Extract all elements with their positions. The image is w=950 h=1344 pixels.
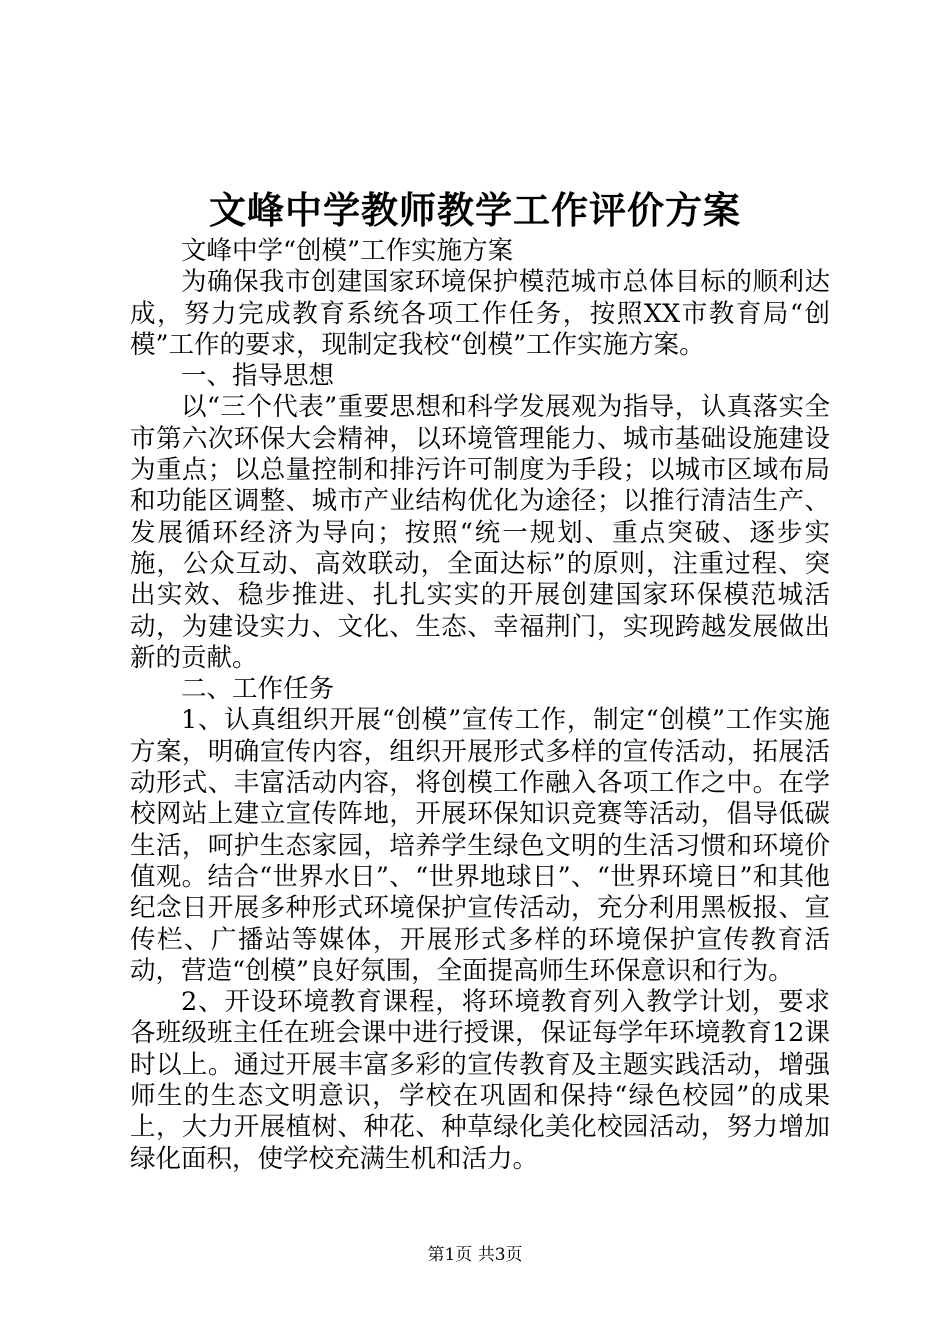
section-heading-work-tasks: 二、工作任务 — [181, 674, 335, 705]
intro-paragraph: 为确保我市创建国家环境保护模范城市总体目标的顺利达成，努力完成教育系统各项工作任务，按照XX市教育局“创模”工作的要求，现制定我校“创模”工作实施方案。 — [130, 267, 830, 360]
document-title: 文峰中学教师教学工作评价方案 — [209, 188, 741, 232]
document-body — [130, 236, 830, 1175]
task-1-paragraph: 1、认真组织开展“创模”宣传工作，制定“创模”工作实施方案，明确宣传内容，组织开展形式多样的宣传活动，拓展活动形式、丰富活动内容，将创模工作融入各项工作之中。在学校网站上建立宣传阵地，开展环保知识竞赛等活动，倡导低碳生活，呵护生态家园，培养学生绿色文明的生活习惯和环境价值观。结合“世界水日”、“世界地球日”、“世界环境日”和其他纪念日开展多种形式环境保护宣传活动，充分利用黑板报、宣传栏、广播站等媒体，开展形式多样的环境保护宣传教育活动，营造“创模”良好氛围，全面提高师生环保意识和行为。 — [130, 705, 830, 986]
page-number-footer: 第1页 共3页 — [427, 1245, 523, 1265]
guiding-thought-paragraph: 以“三个代表”重要思想和科学发展观为指导，认真落实全市第六次环保大会精神，以环境管理能力、城市基础设施建设为重点；以总量控制和排污许可制度为手段；以城市区域布局和功能区调整、城市产业结构优化为途径；以推行清洁生产、发展循环经济为导向；按照“统一规划、重点突破、逐步实施，公众互动、高效联动，全面达标”的原则，注重过程、突出实效、稳步推进、扎扎实实的开展创建国家环保模范城活动，为建设实力、文化、生态、幸福荆门，实现跨越发展做出新的贡献。 — [130, 392, 830, 673]
subtitle-paragraph: 文峰中学“创模”工作实施方案 — [181, 236, 514, 266]
section-heading-guiding-thought: 一、指导思想 — [181, 361, 335, 392]
task-2-paragraph: 2、开设环境教育课程，将环境教育列入教学计划，要求各班级班主任在班会课中进行授课，保证每学年环境教育12课时以上。通过开展丰富多彩的宣传教育及主题实践活动，增强师生的生态文明意识，学校在巩固和保持“绿色校园”的成果上，大力开展植树、种花、种草绿化美化校园活动，努力增加绿化面积，使学校充满生机和活力。 — [130, 987, 830, 1174]
